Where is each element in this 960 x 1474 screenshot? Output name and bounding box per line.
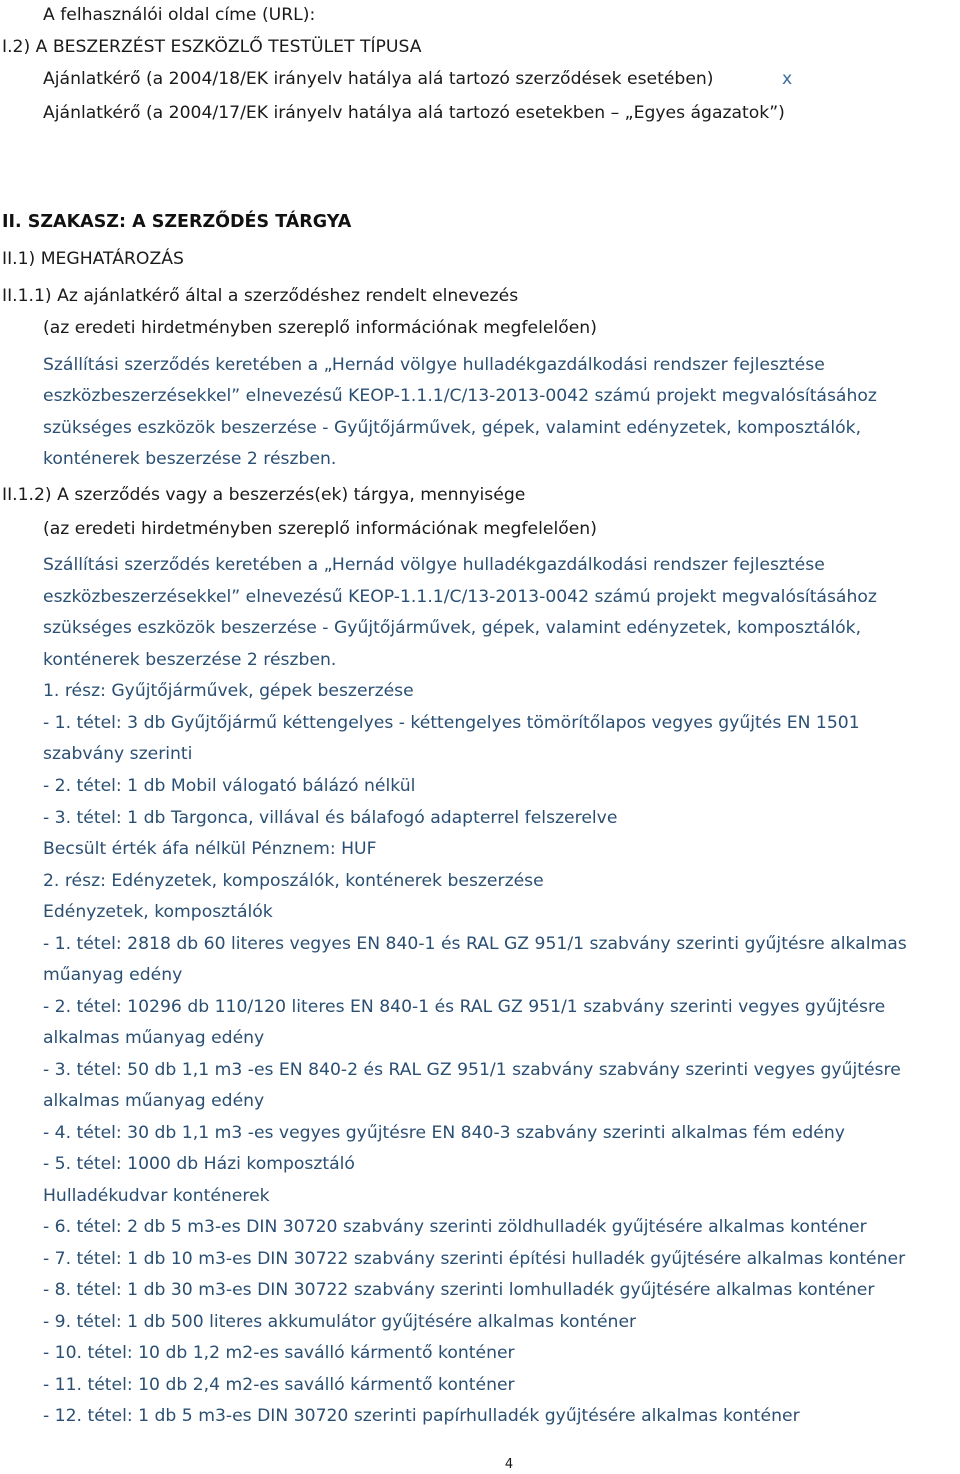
- list-item: - 11. tétel: 10 db 2,4 m2-es saválló kármentő konténer: [43, 1375, 515, 1395]
- list-item: - 10. tétel: 10 db 1,2 m2-es saválló kármentő konténer: [43, 1343, 515, 1363]
- section-heading-i2: I.2) A BESZERZÉST ESZKÖZLŐ TESTÜLET TÍPUSA: [2, 37, 422, 57]
- field-value-line: szükséges eszközök beszerzése - Gyűjtőjárművek, gépek, valamint edényzetek, komposztálók,: [43, 418, 862, 438]
- field-value-line: Szállítási szerződés keretében a „Hernád völgye hulladékgazdálkodási rendszer fejlesztése: [43, 555, 825, 575]
- part-heading-1: 1. rész: Gyűjtőjárművek, gépek beszerzése: [43, 681, 414, 701]
- field-label-ii11: II.1.1) Az ajánlatkérő által a szerződéshez rendelt elnevezés: [2, 286, 519, 306]
- list-item-continuation: szabvány szerinti: [43, 744, 193, 764]
- part-heading-2: 2. rész: Edényzetek, komposzálók, konténerek beszerzése: [43, 871, 544, 891]
- subsection-heading-ii1: II.1) MEGHATÁROZÁS: [2, 249, 184, 269]
- field-value-line: konténerek beszerzése 2 részben.: [43, 650, 337, 670]
- list-item: - 9. tétel: 1 db 500 literes akkumulátor gyűjtésére alkalmas konténer: [43, 1312, 637, 1332]
- estimated-value-line: Becsült érték áfa nélkül Pénznem: HUF: [43, 839, 377, 859]
- list-item: - 7. tétel: 1 db 10 m3-es DIN 30722 szabvány szerinti építési hulladék gyűjtésére alkalmas konténer: [43, 1249, 906, 1269]
- list-item-continuation: alkalmas műanyag edény: [43, 1028, 265, 1048]
- list-item: - 6. tétel: 2 db 5 m3-es DIN 30720 szabvány szerinti zöldhulladék gyűjtésére alkalmas konténer: [43, 1217, 867, 1237]
- list-item: - 3. tétel: 1 db Targonca, villával és bálafogó adapterrel felszerelve: [43, 808, 618, 828]
- section-heading-ii: II. SZAKASZ: A SZERZŐDÉS TÁRGYA: [2, 212, 352, 232]
- list-item: - 5. tétel: 1000 db Házi komposztáló: [43, 1154, 355, 1174]
- field-value-line: eszközbeszerzésekkel” elnevezésű KEOP-1.1.1/C/13-2013-0042 számú projekt megvalósításához: [43, 587, 877, 607]
- option-line-2004-17: Ajánlatkérő (a 2004/17/EK irányelv hatálya alá tartozó esetekben – „Egyes ágazatok”): [43, 103, 785, 123]
- selected-mark: x: [782, 69, 793, 89]
- page-number: 4: [504, 1457, 514, 1472]
- option-line-2004-18: Ajánlatkérő (a 2004/18/EK irányelv hatálya alá tartozó szerződések esetében): [43, 69, 714, 89]
- group-heading: Edényzetek, komposztálók: [43, 902, 273, 922]
- field-note: (az eredeti hirdetményben szereplő információnak megfelelően): [43, 318, 597, 338]
- field-value-line: eszközbeszerzésekkel” elnevezésű KEOP-1.1.1/C/13-2013-0042 számú projekt megvalósításához: [43, 386, 877, 406]
- field-label-ii12: II.1.2) A szerződés vagy a beszerzés(ek) tárgya, mennyisége: [2, 485, 526, 505]
- field-value-line: szükséges eszközök beszerzése - Gyűjtőjárművek, gépek, valamint edényzetek, komposztálók,: [43, 618, 862, 638]
- list-item: - 12. tétel: 1 db 5 m3-es DIN 30720 szerinti papírhulladék gyűjtésére alkalmas konténer: [43, 1406, 800, 1426]
- list-item: - 4. tétel: 30 db 1,1 m3 -es vegyes gyűjtésre EN 840-3 szabvány szerinti alkalmas fém edény: [43, 1123, 845, 1143]
- field-value-line: konténerek beszerzése 2 részben.: [43, 449, 337, 469]
- group-heading: Hulladékudvar konténerek: [43, 1186, 270, 1206]
- list-item: - 1. tétel: 3 db Gyűjtőjármű kéttengelyes - kéttengelyes tömörítőlapos vegyes gyűjtés EN 1501: [43, 713, 860, 733]
- field-label-url: A felhasználói oldal címe (URL):: [43, 5, 316, 25]
- list-item: - 2. tétel: 1 db Mobil válogató bálázó nélkül: [43, 776, 416, 796]
- list-item: - 3. tétel: 50 db 1,1 m3 -es EN 840-2 és RAL GZ 951/1 szabvány szabvány szerinti vegyes gyűjtésre: [43, 1060, 901, 1080]
- list-item: - 2. tétel: 10296 db 110/120 literes EN 840-1 és RAL GZ 951/1 szabvány szerinti vegyes gyűjtésre: [43, 997, 886, 1017]
- list-item-continuation: műanyag edény: [43, 965, 183, 985]
- list-item: - 1. tétel: 2818 db 60 literes vegyes EN 840-1 és RAL GZ 951/1 szabvány szerinti gyűjtésre alkalmas: [43, 934, 907, 954]
- field-note: (az eredeti hirdetményben szereplő információnak megfelelően): [43, 519, 597, 539]
- list-item: - 8. tétel: 1 db 30 m3-es DIN 30722 szabvány szerinti lomhulladék gyűjtésére alkalmas konténer: [43, 1280, 875, 1300]
- field-value-line: Szállítási szerződés keretében a „Hernád völgye hulladékgazdálkodási rendszer fejlesztése: [43, 355, 825, 375]
- list-item-continuation: alkalmas műanyag edény: [43, 1091, 265, 1111]
